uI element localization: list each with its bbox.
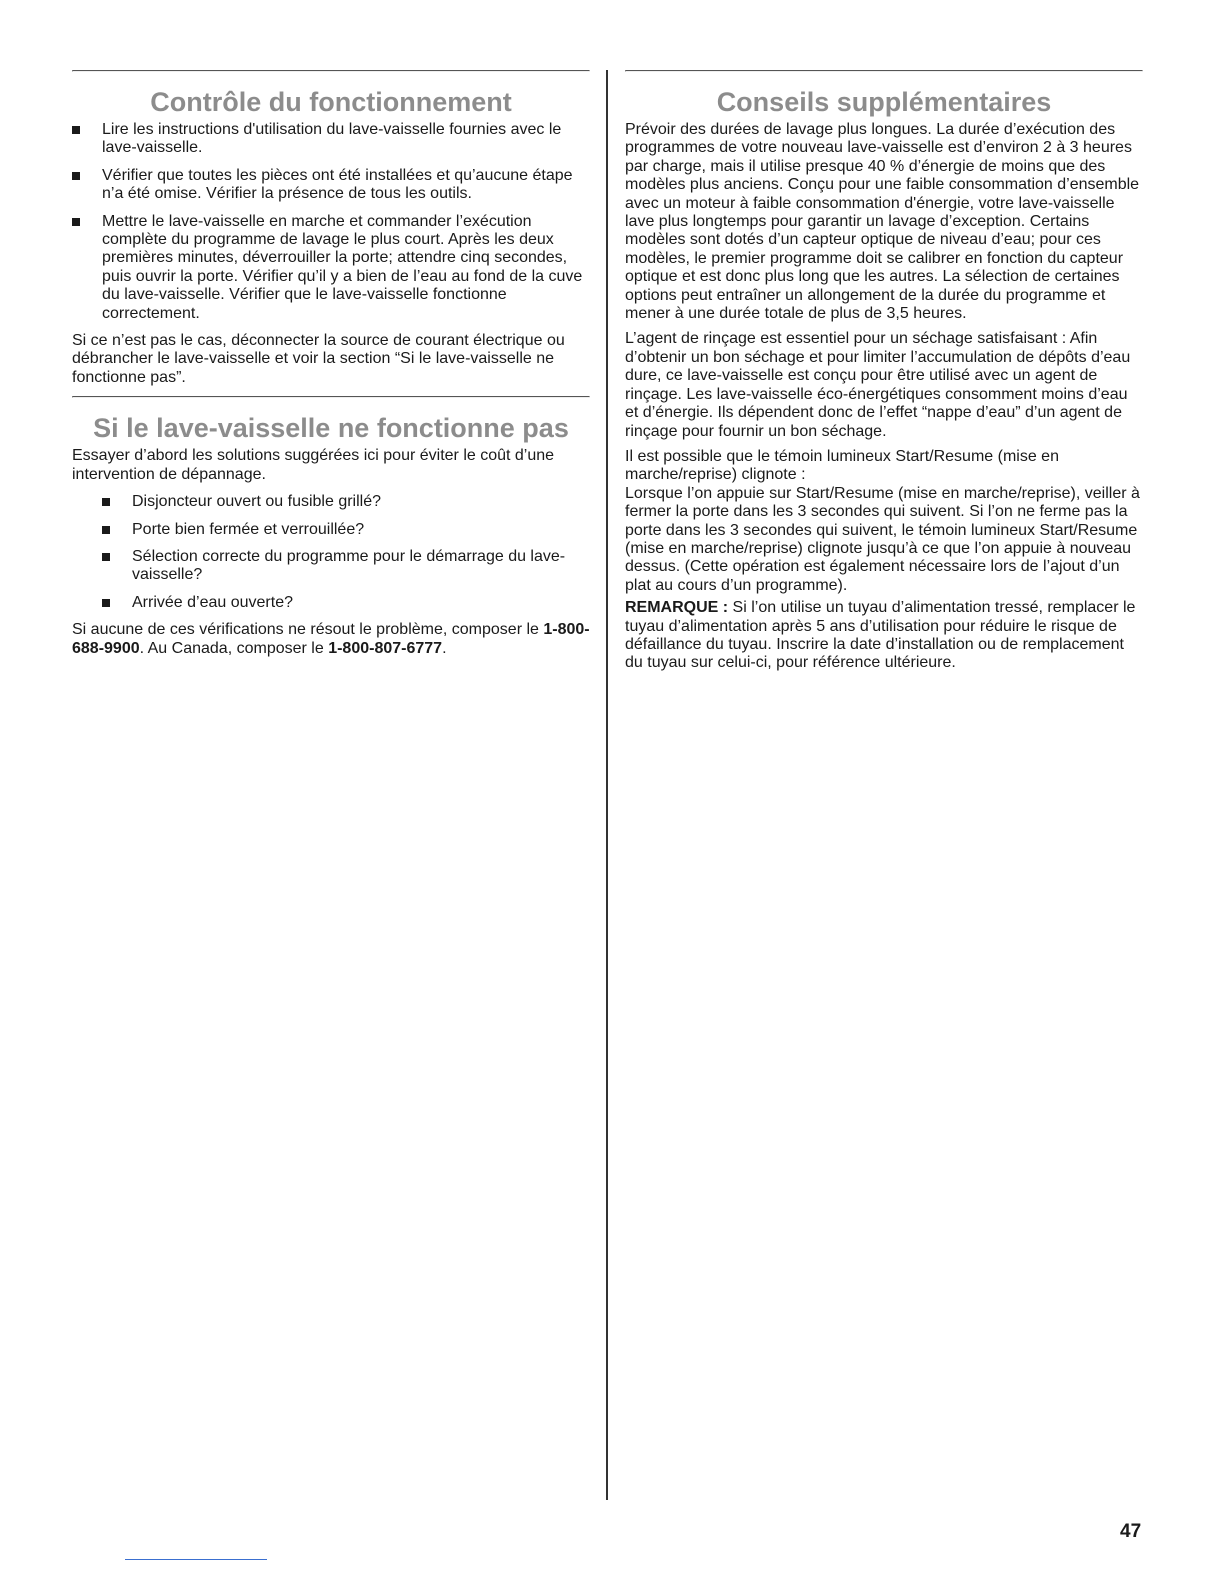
bullet-square-icon — [102, 553, 110, 561]
list-item: Porte bien fermée et verrouillée? — [72, 521, 590, 539]
page-number: 47 — [1120, 1521, 1142, 1542]
paragraph-contact: Si aucune de ces vérifications ne résout le problème, composer le 1-800-688-9900. Au Canada, composer le 1-800-807-6777. — [72, 621, 590, 657]
section-rule — [72, 70, 590, 72]
column-divider — [606, 70, 608, 1500]
phone-number-us: 1-800-688-9900 — [72, 621, 590, 657]
remark-label: REMARQUE : — [625, 599, 729, 617]
paragraph-intro: Essayer d’abord les solutions suggérées ici pour éviter le coût d’une intervention de dépannage. — [72, 447, 555, 483]
list-item: Arrivée d’eau ouverte? — [72, 594, 590, 612]
section-rule — [72, 396, 590, 398]
checklist — [72, 121, 590, 323]
section-title-controle: Contrôle du fonctionnement — [150, 87, 512, 117]
bullet-square-icon — [102, 498, 110, 506]
paragraph-durations: Prévoir des durées de lavage plus longues. La durée d’exécution des programmes de votre nouveau lave-vaisselle est d’environ 2 à 3 heures par charge, mais il utilise presque 40 % d’énergie de moins que des modèles plus anciens. Conçu pour une faible consommation d’ensemble avec un moteur à faible consommation d'énergie, votre lave-vaisselle lave plus longtemps pour garantir un lavage d’exception. Certains modèles sont dotés d’un capteur optique de niveau d’eau; pour ces modèles, le premier programme doit se calibrer en fonction du capteur optique et est donc plus long que les autres. La sélection de certaines options peut entraîner un allongement de la durée du programme et mener à une durée totale de plus de 3,5 heures. — [625, 121, 1140, 323]
paragraph-start-resume: Il est possible que le témoin lumineux Start/Resume (mise en marche/reprise) clignote : Lorsque l’on appuie sur Start/Resume (mise en marche/reprise), veiller à fermer la porte dans les 3 secondes qui suivent. Si l’on ne ferme pas la porte dans les 3 secondes qui suivent, le témoin lumineux Start/Resume (mise en marche/reprise) clignote jusqu’à ce que l’on appuie à nouveau dessus. (Cette opération est également nécessaire lors de l’ajout d’un plat au cours d’un programme). — [625, 447, 1140, 594]
phone-number-canada: 1-800-807-6777 — [328, 639, 443, 657]
right-column — [625, 70, 1143, 680]
section-rule — [625, 70, 1143, 72]
list-item: Vérifier que toutes les pièces ont été installées et qu’aucune étape n’a été omise. Vérifier la présence de tous les outils. — [72, 167, 590, 204]
list-item: Lire les instructions d'utilisation du lave-vaisselle fournies avec le lave-vaisselle. — [72, 121, 590, 158]
footer-line — [125, 1559, 267, 1560]
paragraph-note: Si ce n’est pas le cas, déconnecter la source de courant électrique ou débrancher le lave-vaisselle et voir la section “Si le lave-vaisselle ne fonctionne pas”. — [72, 332, 565, 386]
paragraph-remark: REMARQUE : Si l’on utilise un tuyau d’alimentation tressé, remplacer le tuyau d’alimentation après 5 ans d’utilisation pour réduire le risque de défaillance du tuyau. Inscrire la date d’installation ou de remplacement du tuyau sur celui-ci, pour référence ultérieure. — [625, 599, 1136, 672]
bullet-square-icon — [72, 218, 80, 226]
bullet-square-icon — [102, 526, 110, 534]
bullet-square-icon — [72, 172, 80, 180]
bullet-square-icon — [102, 599, 110, 607]
left-column — [72, 70, 590, 665]
list-item: Sélection correcte du programme pour le démarrage du lave-vaisselle? — [72, 548, 590, 585]
list-item: Mettre le lave-vaisselle en marche et commander l’exécution complète du programme de lavage le plus court. Après les deux premières minutes, déverrouiller la porte; attendre cinq secondes, puis ouvrir la porte. Vérifier qu’il y a bien de l’eau au fond de la cuve du lave-vaisselle. Vérifier que le lave-vaisselle fonctionne correctement. — [72, 213, 590, 323]
troubleshoot-list — [72, 493, 590, 612]
list-item: Disjoncteur ouvert ou fusible grillé? — [72, 493, 590, 511]
section-title-si-ne-fonctionne-pas: Si le lave-vaisselle ne fonctionne pas — [93, 413, 569, 444]
bullet-square-icon — [72, 126, 80, 134]
paragraph-rinse-agent: L’agent de rinçage est essentiel pour un séchage satisfaisant : Afin d’obtenir un bon séchage et pour limiter l’accumulation de dépôts d’eau dure, ce lave-vaisselle est conçu pour être utilisé avec un agent de rinçage. Les lave-vaisselle éco-énergétiques consomment moins d’eau et d’énergie. Ils dépendent donc de l’effet “nappe d’eau” d’un agent de rinçage pour fournir un bon séchage. — [625, 330, 1131, 440]
section-title-conseils: Conseils supplémentaires — [716, 87, 1052, 117]
